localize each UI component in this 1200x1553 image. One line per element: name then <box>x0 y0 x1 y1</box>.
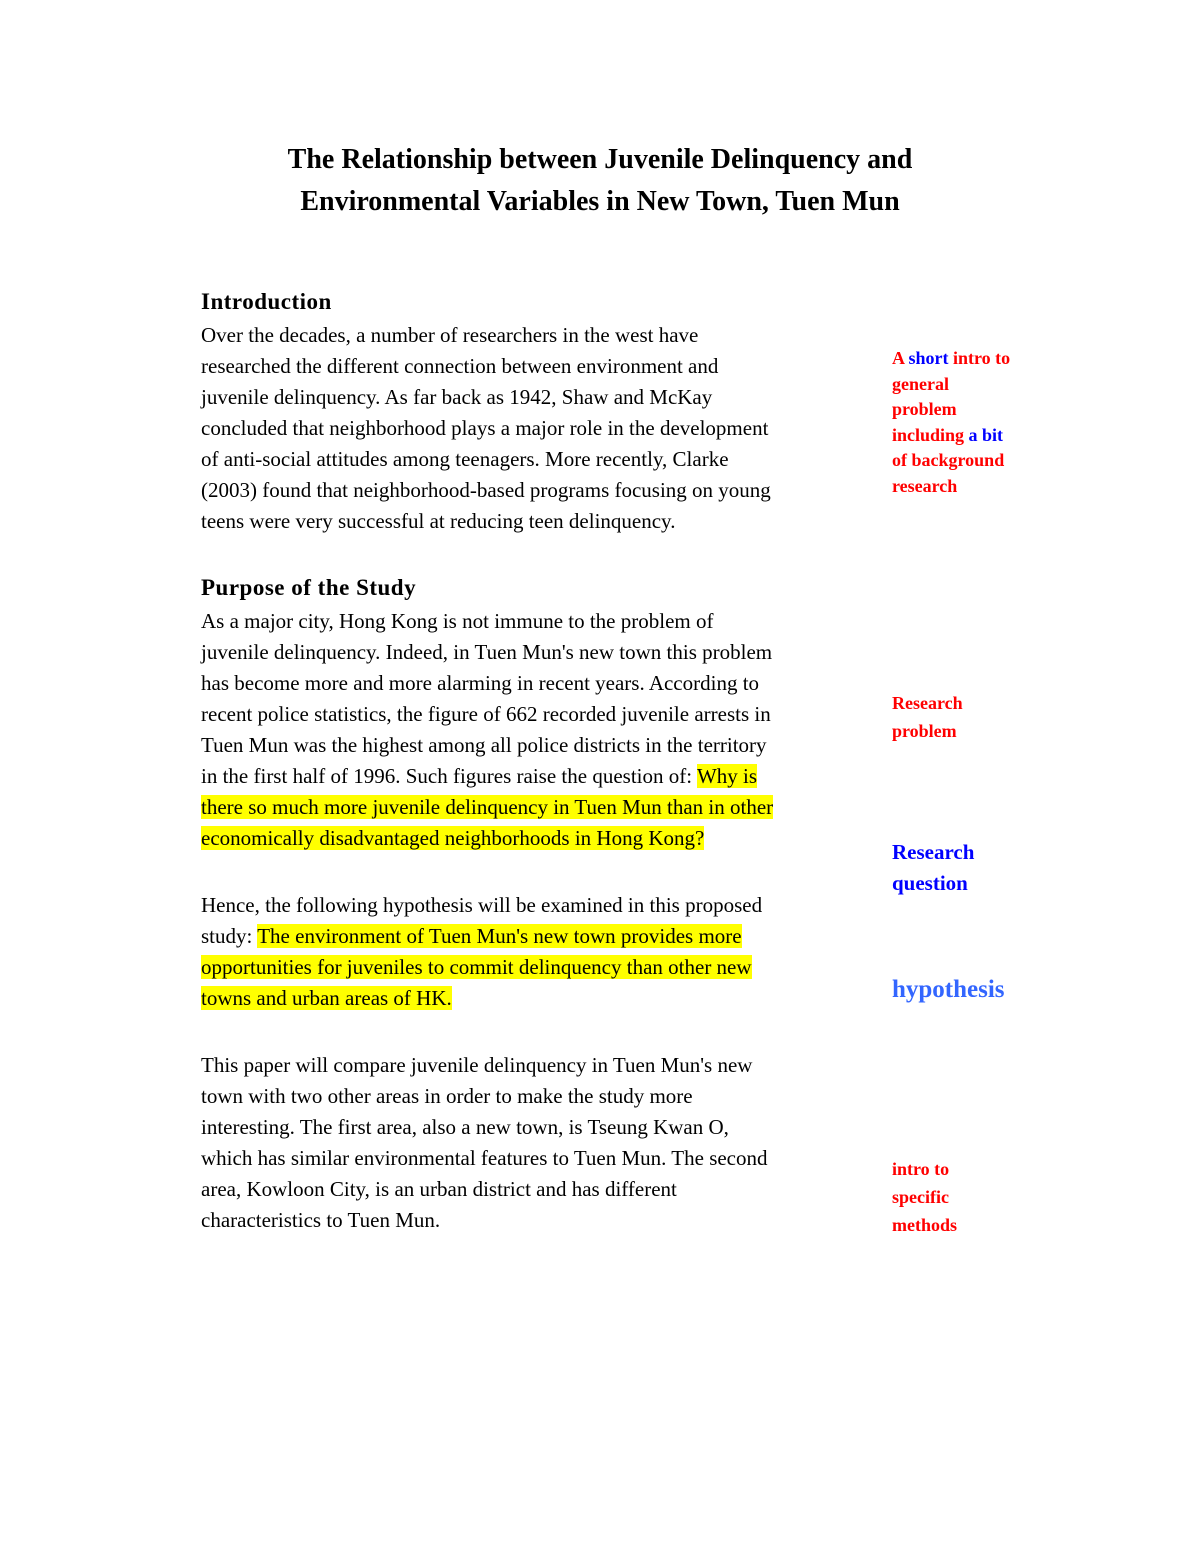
paragraph-line: Over the decades, a number of researchers in the west have <box>201 323 699 347</box>
paragraph-line: concluded that neighborhood plays a major role in the development <box>201 416 769 440</box>
annotation-text: including <box>892 424 965 445</box>
annotation-line: specific <box>892 1187 949 1207</box>
purpose-paragraph <box>201 606 861 854</box>
paragraph-line: interesting. The first area, also a new town, is Tseung Kwan O, <box>201 1115 729 1139</box>
paragraph-line: characteristics to Tuen Mun. <box>201 1208 441 1232</box>
hypothesis-paragraph <box>201 890 861 1014</box>
paragraph-line: of anti-social attitudes among teenagers. More recently, Clarke <box>201 447 729 471</box>
introduction-paragraph <box>201 320 861 537</box>
intro-annotation <box>892 346 1010 499</box>
annotation-line <box>892 423 1010 449</box>
paragraph-line: Tuen Mun was the highest among all police districts in the territory <box>201 733 767 757</box>
paragraph-line <box>201 983 861 1014</box>
annotation-line: problem <box>892 721 957 741</box>
annotation-line: Research <box>892 840 975 864</box>
hypothesis-annotation: hypothesis <box>892 976 1005 1003</box>
research-question-annotation <box>892 837 974 899</box>
paragraph-line <box>201 792 861 823</box>
line-text: study: <box>201 924 258 948</box>
paragraph-line: recent police statistics, the figure of 662 recorded juvenile arrests in <box>201 702 771 726</box>
annotation-line: intro to <box>892 1159 950 1179</box>
paragraph-line <box>201 761 861 792</box>
paragraph-line: (2003) found that neighborhood-based programs focusing on young <box>201 478 771 502</box>
line-text: in the first half of 1996. Such figures raise the question of: <box>201 764 697 788</box>
annotation-text: short <box>908 348 949 368</box>
paragraph-line: which has similar environmental features to Tuen Mun. The second <box>201 1146 768 1170</box>
methods-annotation <box>892 1155 957 1239</box>
paragraph-line: juvenile delinquency. Indeed, in Tuen Mun's new town this problem <box>201 640 773 664</box>
paragraph-line <box>201 921 861 952</box>
annotation-text: A <box>892 348 909 368</box>
annotation-text: a bit <box>964 424 1004 445</box>
annotation-line: methods <box>892 1215 958 1235</box>
paragraph-line: town with two other areas in order to make the study more <box>201 1084 693 1108</box>
hypothesis-highlight: The environment of Tuen Mun's new town provides more <box>257 924 742 948</box>
comparison-paragraph <box>201 1050 861 1236</box>
annotation-line <box>892 346 1010 372</box>
paragraph-line: This paper will compare juvenile delinquency in Tuen Mun's new <box>201 1053 753 1077</box>
annotation-line: research <box>892 475 958 496</box>
paragraph-line: has become more and more alarming in recent years. According to <box>201 671 760 695</box>
title-line-1: The Relationship between Juvenile Delinquency and <box>287 144 913 175</box>
hypothesis-highlight: opportunities for juveniles to commit delinquency than other new <box>201 955 752 979</box>
paragraph-line: teens were very successful at reducing teen delinquency. <box>201 509 676 533</box>
document-title <box>150 139 1050 223</box>
annotation-line: Research <box>892 693 963 713</box>
annotation-text: intro to <box>948 348 1011 368</box>
annotation-line: problem <box>892 399 957 419</box>
paragraph-line: researched the different connection between environment and <box>201 354 719 378</box>
paragraph-line: area, Kowloon City, is an urban district and has different <box>201 1177 677 1201</box>
purpose-heading: Purpose of the Study <box>201 575 417 600</box>
annotation-line: question <box>892 871 968 895</box>
paragraph-line: juvenile delinquency. As far back as 1942, Shaw and McKay <box>201 385 713 409</box>
research-question-highlight: economically disadvantaged neighborhoods in Hong Kong? <box>201 826 705 850</box>
paragraph-line <box>201 952 861 983</box>
title-line-2: Environmental Variables in New Town, Tuen Mun <box>300 186 900 217</box>
annotation-line: general <box>892 373 949 394</box>
introduction-heading: Introduction <box>201 289 332 314</box>
research-problem-annotation <box>892 689 963 745</box>
hypothesis-highlight: towns and urban areas of HK. <box>201 986 452 1010</box>
paragraph-line: As a major city, Hong Kong is not immune to the problem of <box>201 609 714 633</box>
research-question-highlight: there so much more juvenile delinquency in Tuen Mun than in other <box>201 795 774 819</box>
paragraph-line <box>201 823 861 854</box>
annotation-line: of background <box>892 450 1005 470</box>
paragraph-line: Hence, the following hypothesis will be examined in this proposed <box>201 893 763 917</box>
research-question-highlight: Why is <box>696 764 758 788</box>
